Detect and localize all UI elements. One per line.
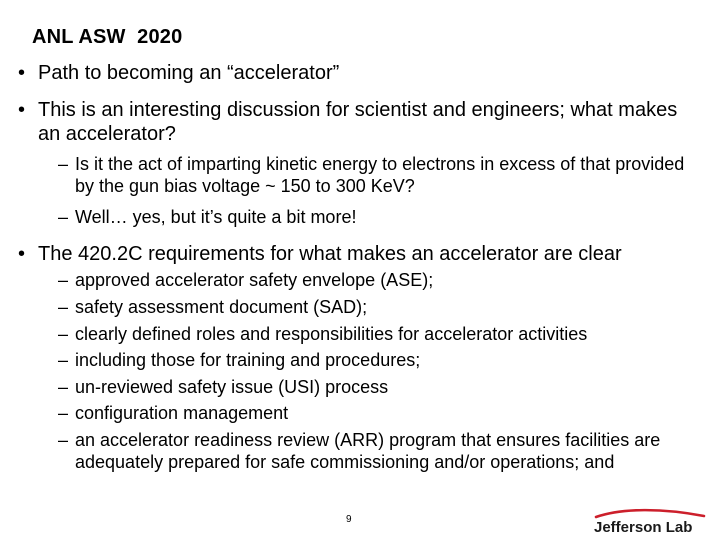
bullet-text: The 420.2C requirements for what makes an accelerator are clear: [38, 243, 622, 265]
sub-item-text: including those for training and procedures;: [75, 350, 421, 370]
bullet-text: Path to becoming an “accelerator”: [38, 62, 340, 84]
sub-item: [58, 153, 704, 197]
bullet-marker: •: [18, 99, 26, 121]
sub-item-text: Well… yes, but it’s quite a bit more!: [75, 207, 357, 227]
dash-marker: –: [58, 350, 69, 370]
sub-item: [58, 206, 704, 228]
dash-marker: –: [58, 270, 69, 290]
bullet-text: This is an interesting discussion for scientist and engineers; what makes an accelerator?: [38, 99, 678, 145]
sub-item-text: clearly defined roles and responsibilities for accelerator activities: [75, 324, 588, 344]
sub-item: [58, 429, 704, 473]
sub-item: [58, 376, 704, 398]
sub-item-text: configuration management: [75, 403, 289, 423]
dash-marker: –: [58, 297, 69, 317]
page-number: 9: [346, 514, 352, 525]
sub-item-text: an accelerator readiness review (ARR) program that ensures facilities are adequately prepared for safe commissioning and/or operations; and: [75, 430, 661, 472]
sub-item-text: Is it the act of imparting kinetic energy to electrons in excess of that provided by the gun bias voltage ~ 150 to 300 KeV?: [75, 154, 685, 196]
sub-item-text: approved accelerator safety envelope (ASE);: [75, 270, 434, 290]
sub-item: [58, 349, 704, 371]
sub-item: [58, 402, 704, 424]
slide-title: ANL ASW 2020: [32, 26, 183, 48]
sub-item-text: safety assessment document (SAD);: [75, 297, 368, 317]
dash-marker: –: [58, 324, 69, 344]
bullet-item: [18, 98, 688, 146]
sub-item: [58, 323, 704, 345]
dash-marker: –: [58, 430, 69, 450]
sub-item: [58, 269, 704, 291]
jefferson-lab-logo: [592, 508, 717, 536]
dash-marker: –: [58, 377, 69, 397]
bullet-marker: •: [18, 62, 26, 84]
dash-marker: –: [58, 154, 69, 174]
jefferson-lab-swoosh-icon: [596, 510, 704, 517]
bullet-item: [18, 61, 698, 85]
bullet-item: [18, 242, 708, 266]
sub-item: [58, 296, 704, 318]
dash-marker: –: [58, 403, 69, 423]
dash-marker: –: [58, 207, 69, 227]
bullet-marker: •: [18, 243, 26, 265]
sub-item-text: un-reviewed safety issue (USI) process: [75, 377, 389, 397]
logo-text: Jefferson Lab: [594, 519, 693, 536]
